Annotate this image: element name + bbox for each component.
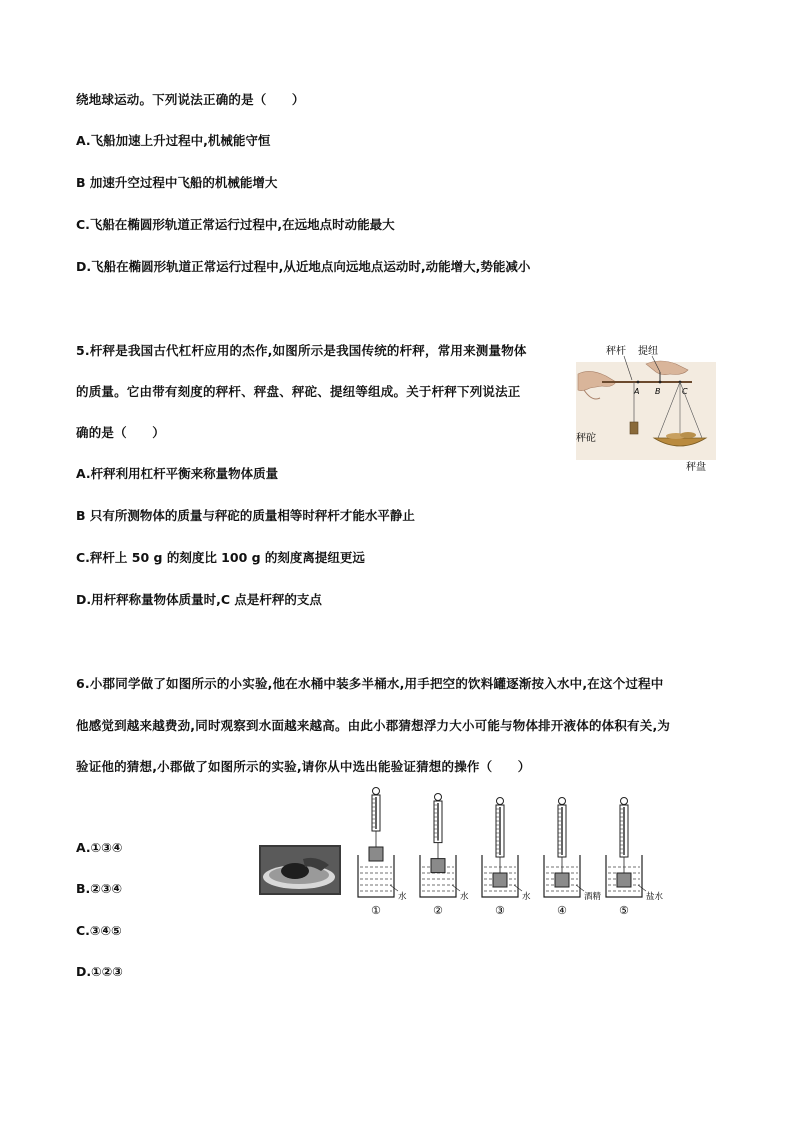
scale-ring — [435, 794, 442, 801]
q5-option-a: A.杆秤利用杠杆平衡来称量物体质量 — [76, 466, 279, 481]
q6-option-d: D.①②③ — [76, 964, 123, 979]
q4-option-b: B 加速升空过程中飞船的机械能增大 — [76, 175, 278, 190]
q6-stem-line-1: 6.小郡同学做了如图所示的小实验,他在水桶中装多半桶水,用手把空的饮料罐逐渐按入水中,在这个过程中 — [76, 676, 664, 691]
steelyard-figure — [576, 340, 716, 475]
liquid-label: 水 — [460, 892, 469, 902]
label-knob: 提纽 — [638, 346, 658, 357]
q5-option-d: D.用杆秤称量物体质量时,C 点是杆秤的支点 — [76, 592, 322, 607]
q4-option-d: D.飞船在椭圆形轨道正常运行过程中,从近地点向远地点运动时,动能增大,势能减小 — [76, 259, 531, 274]
scale-ring — [373, 788, 380, 795]
q5-stem-line-1: 5.杆秤是我国古代杠杆应用的杰作,如图所示是我国传统的杆秤，常用来测量物体 — [76, 343, 527, 358]
beaker-number: ② — [433, 904, 443, 917]
q5-option-b: B 只有所测物体的质量与秤砣的质量相等时秤杆才能水平静止 — [76, 508, 415, 523]
liquid-label: 水 — [522, 892, 531, 902]
q4-option-a: A.飞船加速上升过程中,机械能守恒 — [76, 133, 271, 148]
label-weight: 秤砣 — [576, 433, 596, 444]
q6-option-c: C.③④⑤ — [76, 923, 122, 938]
can-photo — [259, 845, 341, 895]
liquid-label: 酒精 — [584, 892, 602, 902]
point-b-label: B — [655, 387, 661, 396]
point-c-label: C — [682, 387, 688, 396]
beaker-number: ① — [371, 904, 381, 917]
q6-stem-line-3: 验证他的猜想,小郡做了如图所示的实验,请你从中选出能验证猜想的操作（ ） — [76, 759, 531, 774]
label-rod: 秤杆 — [606, 346, 626, 357]
metal-block — [431, 859, 445, 873]
beaker-number: ③ — [495, 904, 505, 917]
q5-option-c: C.秤杆上 50 g 的刻度比 100 g 的刻度离提纽更远 — [76, 550, 365, 565]
q6-option-a: A.①③④ — [76, 840, 123, 855]
metal-block — [369, 847, 383, 861]
q6-stem-line-2: 他感觉到越来越费劲,同时观察到水面越来越高。由此小郡猜想浮力大小可能与物体排开液体的体积有关,为 — [76, 718, 671, 733]
liquid-label: 盐水 — [646, 892, 664, 902]
label-pan: 秤盘 — [686, 462, 706, 473]
q4-option-c: C.飞船在椭圆形轨道正常运行过程中,在远地点时动能最大 — [76, 217, 395, 232]
scale-ring — [497, 798, 504, 805]
liquid-label: 水 — [398, 892, 407, 902]
q5-stem-line-2: 的质量。它由带有刻度的秤杆、秤盘、秤砣、提纽等组成。关于杆秤下列说法正 — [76, 384, 521, 399]
q6-option-b: B.②③④ — [76, 881, 123, 896]
scale-ring — [621, 798, 628, 805]
beaker-number: ④ — [557, 904, 567, 917]
metal-block — [555, 873, 569, 887]
metal-block — [493, 873, 507, 887]
point-a-label: A — [634, 387, 640, 396]
q5-stem-line-3: 确的是（ ） — [76, 425, 165, 440]
beaker-number: ⑤ — [619, 904, 629, 917]
scale-ring — [559, 798, 566, 805]
q4-stem-tail: 绕地球运动。下列说法正确的是（ ） — [76, 92, 305, 107]
float-experiment-figure — [352, 785, 692, 920]
metal-block — [617, 873, 631, 887]
